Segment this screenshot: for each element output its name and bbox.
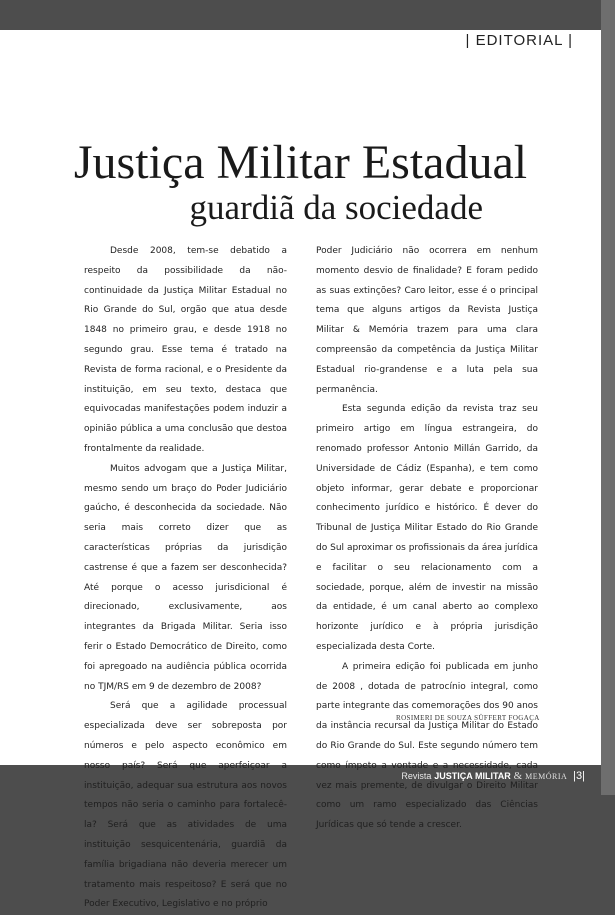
page-number: |3|	[573, 770, 585, 782]
right-column	[316, 242, 538, 836]
paragraph: Desde 2008, tem-se debatido a respeito da possibilidade da não-continuidade da Justiça Militar Estadual no Rio Grande do Sul, orgão que atua desde 1848 no primeiro grau, e desde 1918 no segundo grau. Esse tema é tratado na Revista de forma racional, e o Presidente da instituição, em seu texto, destaca que equivocadas manifestações podem induzir a opinião pública a uma conclusão que destoa frontalmente da realidade.	[84, 246, 287, 454]
paragraph: Será que a agilidade processual especializada deve ser sobreposta por números e pelo aspecto econômico em nosso país? Será que aperfeiçoar a instituição, adequar sua estrutura aos novos tempos não seria o caminho para fortalecê-la? Será que as atividades de uma instituição sesquicentenária, guardiã da família brigadiana não deveria merecer um tratamento mais respeitoso? E será que no Poder Executivo, Legislativo e no próprio	[84, 701, 287, 910]
paragraph: Muitos advogam que a Justiça Militar, mesmo sendo um braço do Poder Judiciário gaúcho, é desconhecida da sociedade. Não seria mais correto dizer que as características próprias da jurisdição castrense é que a fazem ser desconhecida? Até porque o acesso jurisdicional é direcionado, exclusivamente, aos integrantes da Brigada Militar. Seria isso ferir o Estado Democrático de Direito, como foi apregoado na audiência pública ocorrida no TJM/RS em 9 de dezembro de 2008?	[84, 463, 287, 692]
paragraph: Esta segunda edição da revista traz seu primeiro artigo em língua estrangeira, do renomado professor Antonio Millán Garrido, da Universidade de Cádiz (Espanha), e tem como objeto informar, gerar debate e proporcionar conhecimento jurídico e histórico. É dever do Tribunal de Justiça Militar Estado do Rio Grande do Sul aproximar os profissionais da área jurídica e facilitar o seu relacionamento com a sociedade, porque, além de investir na missão da entidade, é um canal aberto ao complexo horizonte jurídico e à própria jurisdição especializada desta Corte.	[316, 404, 538, 652]
footer-brand: JUSTIÇA MILITAR	[434, 771, 511, 781]
right-edge-bar	[601, 0, 615, 795]
section-tag: | EDITORIAL |	[465, 32, 573, 49]
page-footer	[401, 769, 585, 783]
footer-memoria: MEMÓRIA	[525, 772, 568, 781]
left-column	[84, 242, 287, 915]
author-signature: ROSIMERI DE SOUZA SÜFFERT FOGAÇA	[396, 714, 540, 722]
paragraph: A primeira edição foi publicada em junho de 2008 , dotada de patrocínio integral, como parte integrante das comemorações dos 90 anos da instância recursal da Justiça Militar do Estado do Rio Grande do Sul. Este segundo número tem como ímpeto a vontade e a necessidade, cada vez mais premente, de divulgar o Direito Militar como um ramo especializado das Ciências Jurídicas que só tende a crescer.	[316, 661, 538, 831]
article-subtitle: guardiã da sociedade	[189, 188, 483, 227]
article-title: Justiça Militar Estadual	[73, 136, 528, 189]
paragraph: Poder Judiciário não ocorrera em nenhum momento desvio de finalidade? E foram pedido as suas extinções? Caro leitor, esse é o principal tema que alguns artigos da Revista Justiça Militar & Memória trazem para uma clara compreensão da competência da Justiça Militar Estadual rio-grandense e a luta pela sua permanência.	[316, 246, 538, 395]
footer-ampersand: &	[513, 770, 523, 782]
footer-revista: Revista	[401, 771, 432, 781]
